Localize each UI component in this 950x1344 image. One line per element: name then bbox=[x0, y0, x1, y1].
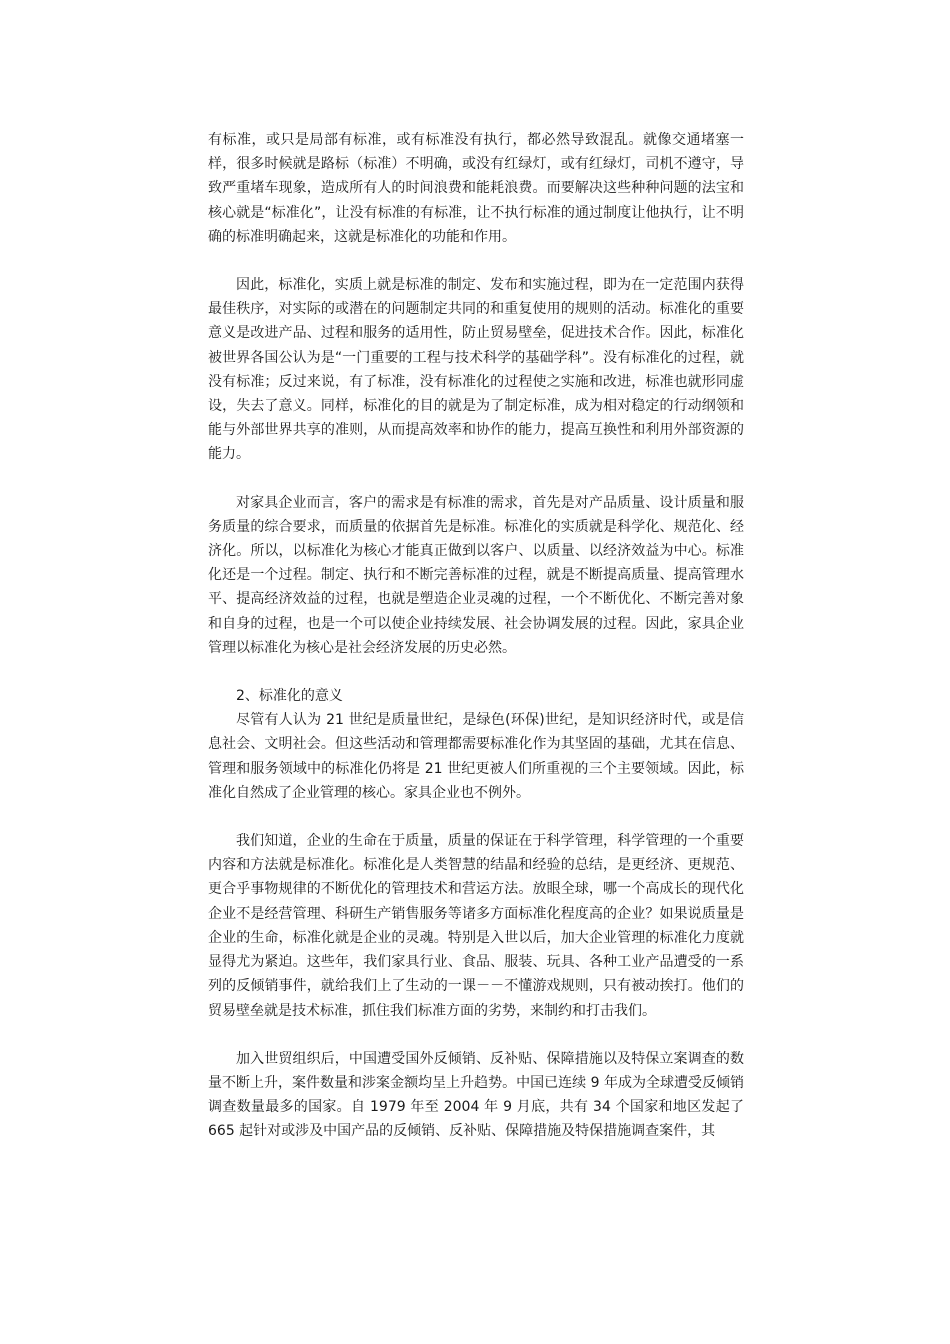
paragraph-gap bbox=[208, 1023, 744, 1047]
paragraph-21st-century: 尽管有人认为 21 世纪是质量世纪，是绿色(环保)世纪，是知识经济时代，或是信息社会、文明社会。但这些活动和管理都需要标准化作为其坚固的基础，尤其在信息、管理和服务领域中的标准化仍将是 21 世纪更被人们所重视的三个主要领域。因此，标准化自然成了企业管理的核心。家具企业也不例外。 bbox=[208, 712, 744, 801]
paragraph-quality-management: 我们知道，企业的生命在于质量，质量的保证在于科学管理，科学管理的一个重要内容和方法就是标准化。标准化是人类智慧的结晶和经验的总结，是更经济、更规范、更合乎事物规律的不断优化的管理技术和营运方法。放眼全球，哪一个高成长的现代化企业不是经营管理、科研生产销售服务等诸多方面标准化程度高的企业？如果说质量是企业的生命，标准化就是企业的灵魂。特别是入世以后，加大企业管理的标准化力度就显得尤为紧迫。这些年，我们家具行业、食品、服装、玩具、各种工业产品遭受的一系列的反倾销事件，就给我们上了生动的一课－－不懂游戏规则，只有被动挨打。他们的贸易壁垒就是技术标准，抓住我们标准方面的劣势，来制约和打击我们。 bbox=[208, 833, 744, 1019]
paragraph-gap bbox=[208, 805, 744, 829]
paragraph-gap bbox=[208, 249, 744, 273]
section-heading-significance: 2、标准化的意义 bbox=[236, 688, 343, 705]
paragraph-standardization-definition: 因此，标准化，实质上就是标准的制定、发布和实施过程，即为在一定范围内获得最佳秩序，对实际的或潜在的问题制定共同的和重复使用的规则的活动。标准化的重要意义是改进产品、过程和服务的适用性，防止贸易壁垒，促进技术合作。因此，标准化被世界各国公认为是“一门重要的工程与技术科学的基础学科”。没有标准化的过程，就没有标准；反过来说，有了标准，没有标准化的过程使之实施和改进，标准也就形同虚设，失去了意义。同样，标准化的目的就是为了制定标准，成为相对稳定的行动纲领和能与外部世界共享的准则，从而提高效率和协作的能力，提高互换性和利用外部资源的能力。 bbox=[208, 277, 744, 463]
paragraph-gap bbox=[208, 467, 744, 491]
paragraph-wto-antidumping: 加入世贸组织后，中国遭受国外反倾销、反补贴、保障措施以及特保立案调查的数量不断上升，案件数量和涉案金额均呈上升趋势。中国已连续 9 年成为全球遭受反倾销调查数量最多的国家。自 1979 年至 2004 年 9 月底，共有 34 个国家和地区发起了 665 起针对或涉及中国产品的反倾销、反补贴、保障措施及特保措施调查案件，其 bbox=[208, 1050, 744, 1140]
paragraph-gap bbox=[208, 660, 744, 684]
paragraph-standards-chaos: 有标准，或只是局部有标准，或有标准没有执行，都必然导致混乱。就像交通堵塞一样，很多时候就是路标（标准）不明确，或没有红绿灯，或有红绿灯，司机不遵守，导致严重堵车现象，造成所有人的时间浪费和能耗浪费。而要解决这些种种问题的法宝和核心就是“标准化”，让没有标准的有标准，让不执行标准的通过制度让他执行，让不明确的标准明确起来，这就是标准化的功能和作用。 bbox=[208, 132, 744, 245]
paragraph-furniture-enterprise: 对家具企业而言，客户的需求是有标准的需求，首先是对产品质量、设计质量和服务质量的综合要求，而质量的依据首先是标准。标准化的实质就是科学化、规范化、经济化。所以，以标准化为核心才能真正做到以客户、以质量、以经济效益为中心。标准化还是一个过程。制定、执行和不断完善标准的过程，就是不断提高质量、提高管理水平、提高经济效益的过程，也就是塑造企业灵魂的过程，一个不断优化、不断完善对象和自身的过程，也是一个可以使企业持续发展、社会协调发展的过程。因此，家具企业管理以标准化为核心是社会经济发展的历史必然。 bbox=[208, 494, 744, 656]
document-body bbox=[208, 128, 744, 1144]
